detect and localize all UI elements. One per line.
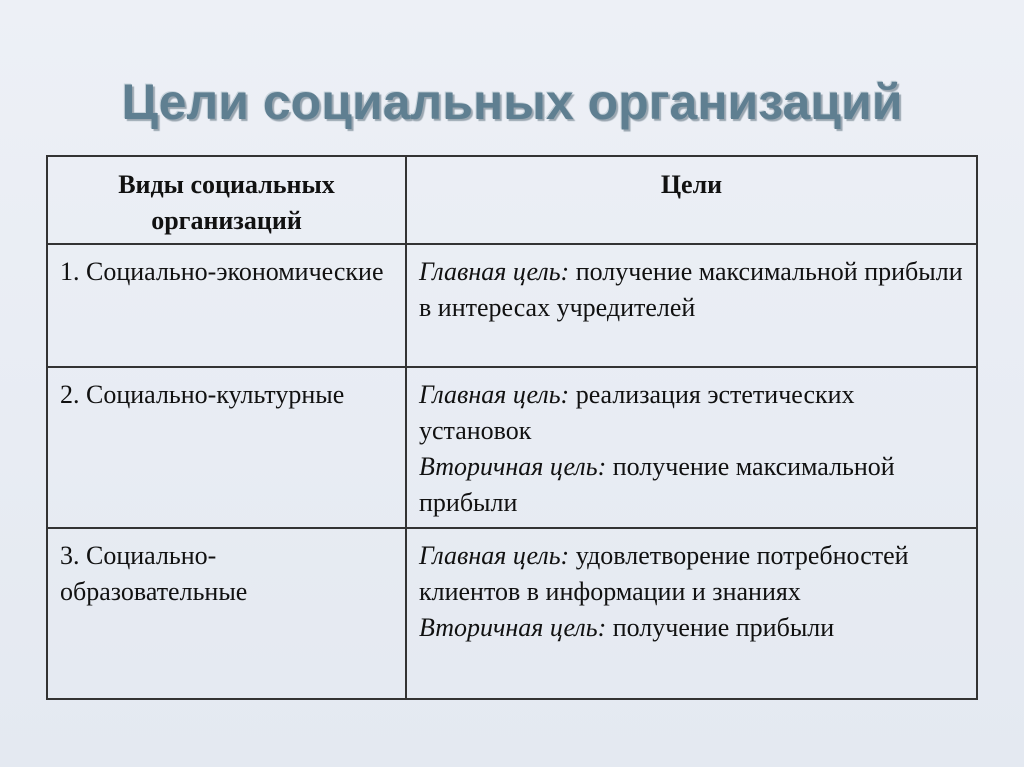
table-row xyxy=(47,528,977,699)
goals-cell xyxy=(406,367,977,528)
goal-label: Главная цель: xyxy=(419,257,570,286)
goal-line xyxy=(419,449,966,521)
goal-text: реализация эстетических установок xyxy=(419,380,855,445)
goal-text: получение максимальной прибыли xyxy=(419,452,895,517)
header-organization-types: Виды социальных организаций xyxy=(47,156,406,244)
table-header-row xyxy=(47,156,977,244)
header-goals: Цели xyxy=(406,156,977,244)
table-row xyxy=(47,367,977,528)
goal-line xyxy=(419,254,966,326)
table-row xyxy=(47,244,977,367)
goal-text: получение максимальной прибыли в интересах учредителей xyxy=(419,257,963,322)
goal-line xyxy=(419,610,966,646)
goal-line xyxy=(419,538,966,610)
goal-label: Вторичная цель: xyxy=(419,613,607,642)
organization-type-cell: 3. Социально-образовательные xyxy=(47,528,406,699)
slide-title: Цели социальных организаций xyxy=(121,74,903,130)
organization-type-cell: 2. Социально-культурные xyxy=(47,367,406,528)
goals-cell xyxy=(406,528,977,699)
goal-text: удовлетворение потребностей клиентов в информации и знаниях xyxy=(419,541,909,606)
goal-label: Вторичная цель: xyxy=(419,452,607,481)
goal-line xyxy=(419,377,966,449)
goal-label: Главная цель: xyxy=(419,541,570,570)
goals-cell xyxy=(406,244,977,367)
organization-type-cell: 1. Социально-экономические xyxy=(47,244,406,367)
goal-label: Главная цель: xyxy=(419,380,570,409)
goals-table xyxy=(46,155,978,700)
goal-text: получение прибыли xyxy=(606,613,835,642)
